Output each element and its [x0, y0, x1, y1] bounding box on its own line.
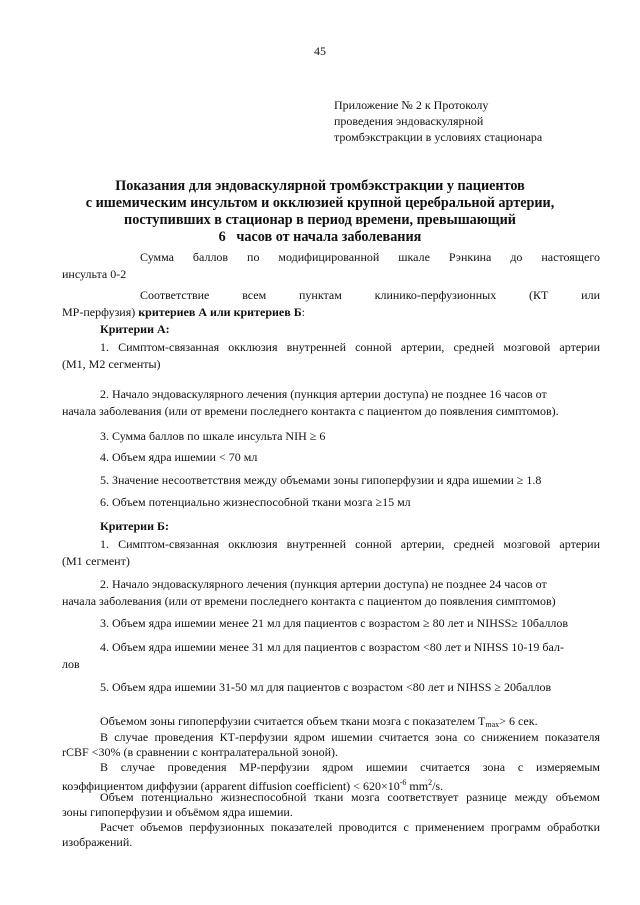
intro-p2-line2: [62, 305, 305, 320]
criteria-a-item2-line1: 2. Начало эндоваскулярного лечения (пункция артерии доступа) не позднее 16 часов от: [100, 387, 547, 401]
criteria-b-heading: Критерии Б:: [100, 519, 169, 533]
appendix-line: тромбэкстракции в условиях стационара: [334, 130, 543, 144]
title-line: с ишемическим инсультом и окклюзией крупной церебральной артерии,: [85, 195, 555, 211]
criteria-b-item1-line1: 1. Симптом-связанная окклюзия внутренней сонной артерии, средней мозговой артерии: [100, 537, 600, 551]
note-ct-line1: В случае проведения КТ-перфузии ядром ишемии считается зона со снижением показателя: [100, 730, 600, 744]
note-superscript: -6: [399, 778, 407, 787]
criteria-b-item3: 3. Объем ядра ишемии менее 21 мл для пациентов с возрастом ≥ 80 лет и NIHSS≥ 10баллов: [100, 616, 569, 630]
criteria-b-item1-line2: (М1 сегмент): [62, 554, 130, 568]
appendix-line: Приложение № 2 к Протоколу: [334, 98, 489, 112]
criteria-b-item4-line1: 4. Объем ядра ишемии менее 31 мл для пациентов с возрастом <80 лет и NIHSS 10-19 бал-: [100, 640, 564, 654]
intro-p1-line1: Сумма баллов по модифицированной шкале Рэнкина до настоящего: [140, 250, 600, 264]
note-penumbra-line2: зоны гипоперфузии и объёмом ядра ишемии.: [62, 805, 293, 819]
note-text: > 6 сек.: [499, 714, 538, 728]
note-text: mm: [406, 779, 429, 793]
page-number: 45: [314, 44, 326, 58]
note-ct-line2: rCBF <30% (в сравнении с контралатеральной зоной).: [62, 745, 339, 759]
title-line: поступивших в стационар в период времени, превышающий: [124, 212, 516, 228]
note-software-line1: Расчет объемов перфузионных показателей проводится с применением программ обработки: [100, 820, 600, 834]
title-line: 6 часов от начала заболевания: [218, 229, 422, 245]
document-title: [40, 178, 600, 246]
criteria-b-item2-line2: начала заболевания (или от времени последнего контакта с пациентом до появления симптомов): [62, 594, 556, 608]
criteria-a-heading: Критерии А:: [100, 322, 170, 336]
intro-p2-line1: Соответствие всем пунктам клинико-перфузионных (КТ или: [140, 288, 600, 302]
criteria-a-item1-line2: (М1, М2 сегменты): [62, 357, 161, 371]
title-line: Показания для эндоваскулярной тромбэкстракции у пациентов: [115, 178, 525, 194]
note-text: Объемом зоны гипоперфузии считается объем ткани мозга с показателем T: [100, 714, 486, 728]
criteria-a-item1-line1: 1. Симптом-связанная окклюзия внутренней сонной артерии, средней мозговой артерии: [100, 340, 600, 354]
criteria-a-item3: 3. Сумма баллов по шкале инсульта NIH ≥ 6: [100, 429, 326, 443]
note-superscript: 2: [428, 778, 433, 787]
criteria-a-item6: 6. Объем потенциально жизнеспособной ткани мозга ≥15 мл: [100, 495, 411, 509]
note-subscript: max: [485, 720, 500, 729]
criteria-a-item4: 4. Объем ядра ишемии < 70 мл: [100, 450, 258, 464]
note-text: /s.: [432, 779, 444, 793]
appendix-note: [334, 97, 594, 145]
note-software-line2: изображений.: [62, 835, 133, 849]
criteria-b-item4-line2: лов: [62, 657, 80, 671]
criteria-a-item5: 5. Значение несоответствия между объемами зоны гипоперфузии и ядра ишемии ≥ 1.8: [100, 473, 542, 487]
note-penumbra-line1: Объем потенциально жизнеспособной ткани мозга соответствует разнице между объемом: [100, 790, 600, 804]
intro-bold-text: критериев А или критериев Б: [138, 305, 302, 319]
appendix-line: проведения эндоваскулярной: [334, 114, 484, 128]
intro-p1-line2: инсульта 0-2: [62, 267, 127, 281]
criteria-a-item2-line2: начала заболевания (или от времени последнего контакта с пациентом до появления симптомов).: [62, 404, 559, 418]
note-text: коэффициентом диффузии (apparent diffusion coefficient) < 620×10: [62, 779, 400, 793]
intro-text: :: [301, 305, 305, 319]
criteria-b-item5: 5. Объем ядра ишемии 31-50 мл для пациентов с возрастом <80 лет и NIHSS ≥ 20баллов: [100, 680, 552, 694]
criteria-b-item2-line1: 2. Начало эндоваскулярного лечения (пункция артерии доступа) не позднее 24 часов от: [100, 577, 547, 591]
note-mr-line1: В случае проведения МР-перфузии ядром ишемии считается зона с измеряемым: [100, 760, 600, 774]
intro-text: МР-перфузия): [62, 305, 136, 319]
